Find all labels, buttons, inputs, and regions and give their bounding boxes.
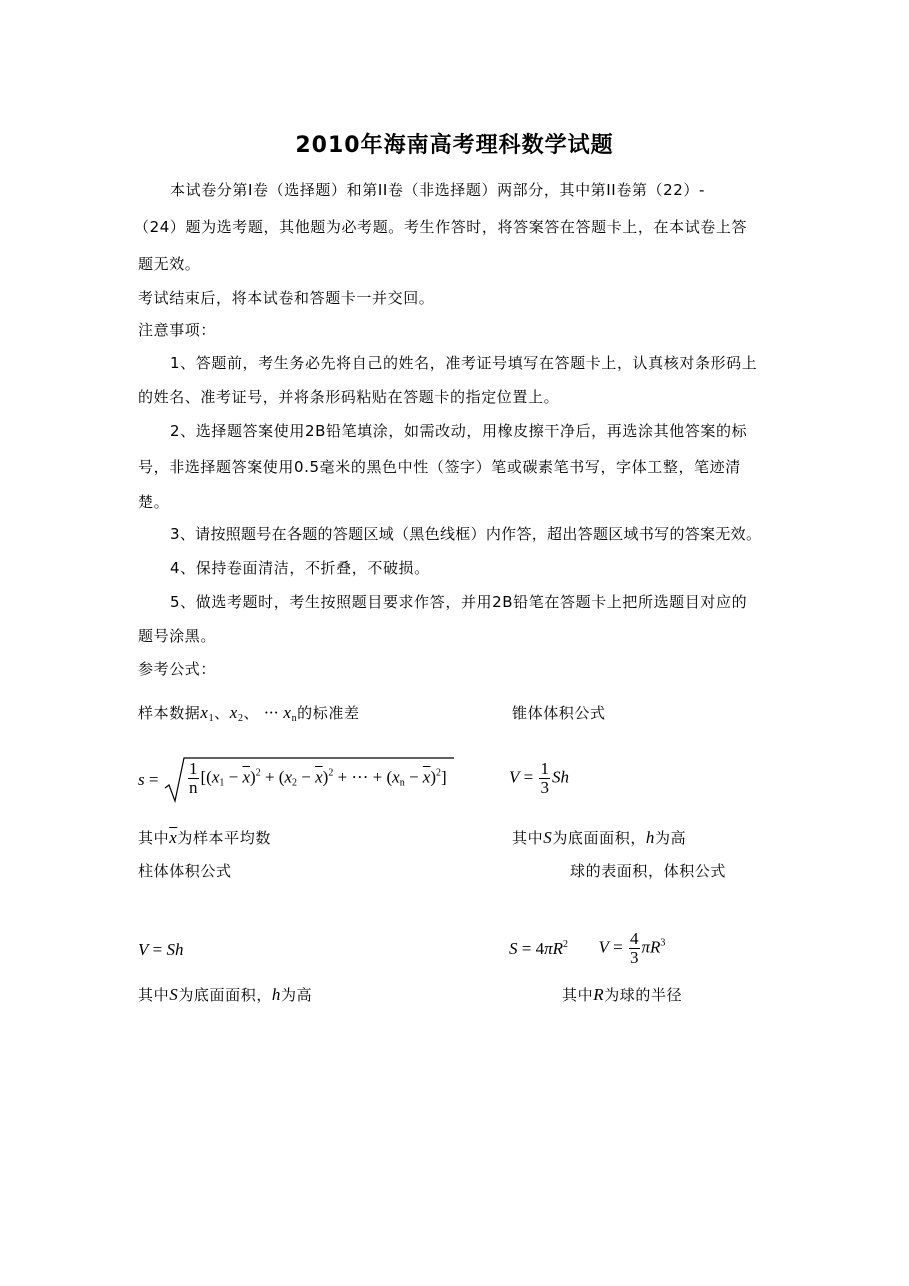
notes-heading: 注意事项： (138, 321, 217, 339)
note-1-line-2: 的姓名、准考证号，并将条形码粘贴在答题卡的指定位置上。 (138, 388, 560, 406)
note-2-line-3: 楚。 (138, 493, 170, 511)
sphere-formulas (509, 930, 665, 967)
cylinder-note: 其中S为底面面积，h为高 (138, 985, 313, 1004)
note-1-line-1: 1、答题前，考生务必先将自己的姓名，准考证号填写在答题卡上，认真核对条形码上 (170, 354, 758, 372)
cylinder-volume-label: 柱体体积公式 (138, 862, 232, 880)
note-3: 3、请按照题号在各题的答题区域（黑色线框）内作答，超出答题区域书写的答案无效。 (170, 525, 762, 543)
cone-volume-label: 锥体体积公式 (512, 704, 606, 722)
page-title: 2010年海南高考理科数学试题 (295, 133, 614, 158)
sample-sd-suffix: 的标准差 (297, 704, 360, 722)
note-2-line-1: 2、选择题答案使用2B铅笔填涂，如需改动，用橡皮擦干净后，再选涂其他答案的标 (170, 422, 748, 440)
intro-line-2: （24）题为选考题，其他题为必考题。考生作答时，将答案答在答题卡上，在本试卷上答 (134, 218, 748, 236)
sample-sd-prefix: 样本数据 (138, 704, 201, 722)
cone-volume-formula: V = $\frac{1}{3}$ Sh (509, 759, 569, 797)
sd-formula-body: $\frac{1}{n}$ [$(x_1 - \overline{x})^2 + (x_2 - \overline{x})^2$ + ··· + $(x_n - \overline{x})^2$] (189, 759, 447, 797)
formulas-heading: 参考公式： (138, 660, 217, 678)
cylinder-volume-formula: V = Sh (138, 940, 184, 959)
note-2-line-2: 号，非选择题答案使用0.5毫米的黑色中性（签字）笔或碳素笔书写，字体工整，笔迹清 (138, 458, 741, 476)
sd-formula-lhs: s = (138, 770, 159, 789)
note-5-line-2: 题号涂黑。 (138, 627, 217, 645)
sphere-note: 其中R为球的半径 (562, 985, 683, 1004)
sphere-volume-formula: V = $\frac{4}{3}$ $\pi R^3$ (598, 929, 666, 967)
cone-note: 其中S为底面面积，h为高 (512, 828, 687, 847)
sphere-area-formula: $S = 4\pi R^2$ (509, 938, 569, 958)
mean-note: 其中$\overline{x}$为样本平均数 (138, 828, 271, 847)
intro-line-1: 本试卷分第I卷（选择题）和第II卷（非选择题）两部分，其中第II卷第（22）- (170, 181, 706, 199)
intro-line-3: 题无效。 (138, 255, 201, 273)
end-note: 考试结束后，将本试卷和答题卡一并交回。 (138, 289, 435, 307)
sample-sd-label: 样本数据$x_1$、$x_2$、 ··· $x_n$的标准差 (138, 703, 360, 724)
note-5-line-1: 5、做选考题时，考生按照题目要求作答，并用2B铅笔在答题卡上把所选题目对应的 (170, 593, 748, 611)
note-4: 4、保持卷面清洁，不折叠，不破损。 (170, 559, 430, 577)
sphere-formula-label: 球的表面积，体积公式 (570, 862, 727, 880)
